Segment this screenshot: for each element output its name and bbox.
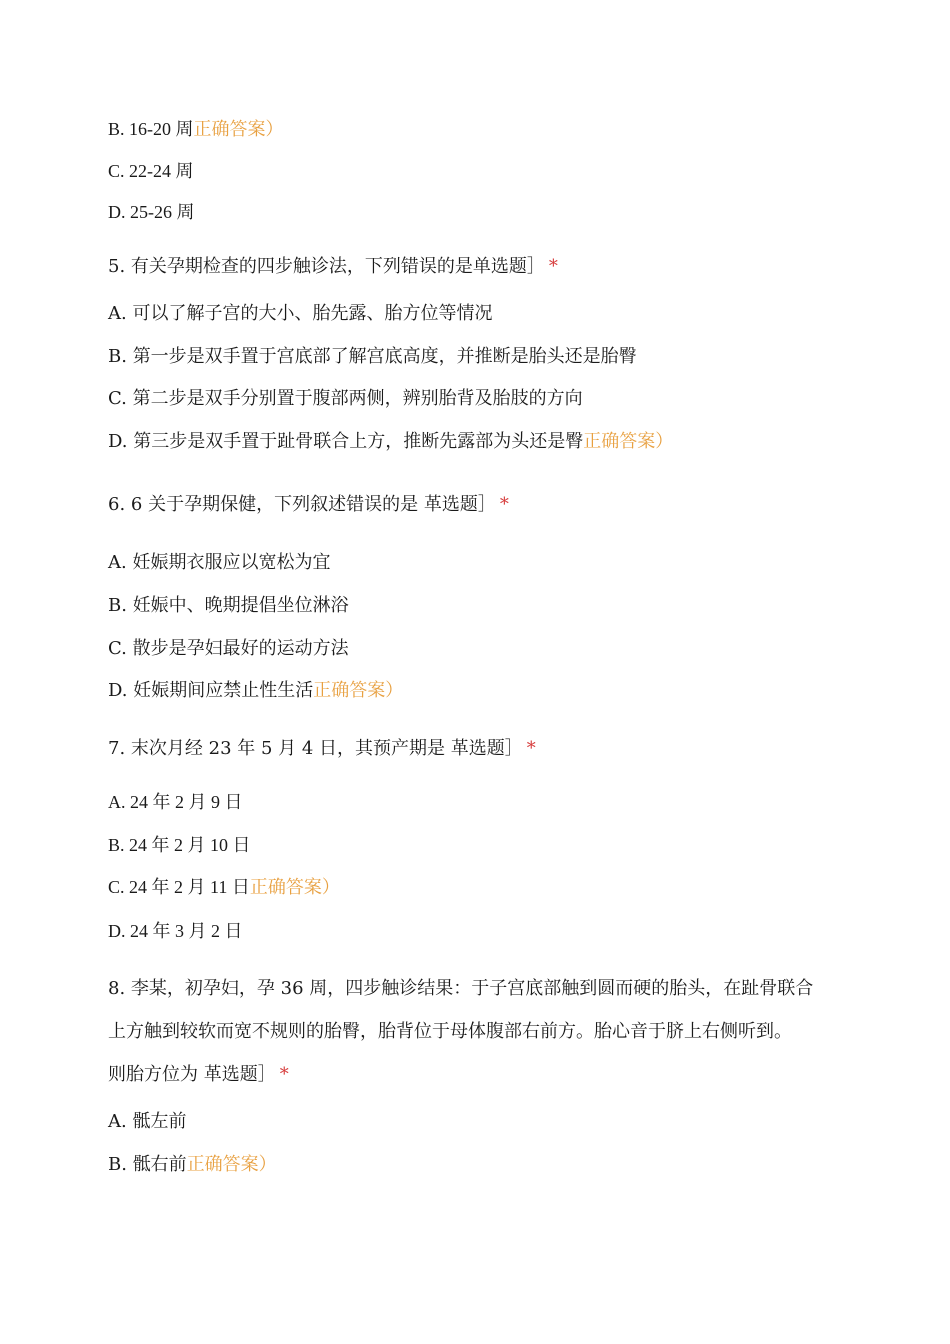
q5-option-d bbox=[108, 430, 673, 454]
option-text: 24 年 2 月 10 日 bbox=[129, 835, 251, 855]
option-letter: C. bbox=[108, 877, 125, 897]
question-text: 上方触到较软而宽不规则的胎臀，胎背位于母体腹部右前方。胎心音于脐上右侧听到。 bbox=[108, 1021, 792, 1042]
option-text: 妊娠期间应禁止性生活 bbox=[133, 680, 314, 701]
correct-answer-marker: 正确答案） bbox=[249, 877, 340, 897]
option-letter: C. bbox=[108, 638, 127, 659]
option-letter: B. bbox=[108, 595, 127, 616]
option-letter: B. bbox=[108, 1154, 127, 1175]
question-text: 有关孕期检查的四步触诊法，下列错误的是单选题］ bbox=[130, 256, 545, 277]
option-text: 22-24 周 bbox=[129, 161, 194, 181]
q7-question bbox=[108, 737, 536, 761]
option-letter: A. bbox=[108, 1111, 127, 1132]
required-asterisk: * bbox=[499, 494, 509, 515]
q4-option-c bbox=[108, 159, 194, 183]
q4-option-d bbox=[108, 200, 195, 224]
required-asterisk: * bbox=[526, 738, 536, 759]
q8-option-b bbox=[108, 1153, 277, 1177]
q8-question-line-1 bbox=[108, 977, 813, 1001]
option-letter: A. bbox=[108, 552, 127, 573]
question-text: 6 关于孕期保健，下列叙述错误的是 革选题］ bbox=[130, 494, 496, 515]
q5-option-a bbox=[108, 302, 492, 326]
option-letter: A. bbox=[108, 303, 127, 324]
correct-answer-marker: 正确答案） bbox=[186, 1154, 277, 1175]
q6-option-c bbox=[108, 637, 349, 661]
q8-option-a bbox=[108, 1110, 186, 1134]
option-text: 骶左前 bbox=[132, 1111, 187, 1132]
q7-option-d bbox=[108, 919, 243, 943]
option-letter: D. bbox=[108, 680, 128, 701]
question-text: 末次月经 23 年 5 月 4 日，其预产期是 革选题］ bbox=[130, 738, 523, 759]
q5-option-c bbox=[108, 387, 583, 411]
option-text: 可以了解子宫的大小、胎先露、胎方位等情况 bbox=[132, 303, 493, 324]
option-text: 第三步是双手置于趾骨联合上方，推断先露部为头还是臀 bbox=[133, 431, 584, 452]
option-text: 骶右前 bbox=[132, 1154, 187, 1175]
q7-option-a bbox=[108, 790, 243, 814]
q7-option-c bbox=[108, 875, 340, 899]
q6-option-a bbox=[108, 551, 330, 575]
question-number: 5. bbox=[108, 256, 126, 277]
option-letter: D. bbox=[108, 202, 126, 222]
correct-answer-marker: 正确答案） bbox=[193, 119, 284, 139]
option-text: 24 年 2 月 11 日 bbox=[129, 877, 250, 897]
question-text: 则胎方位为 革选题］ bbox=[108, 1064, 276, 1085]
required-asterisk: * bbox=[548, 256, 558, 277]
q8-question-line-3 bbox=[108, 1063, 289, 1087]
q7-option-b bbox=[108, 833, 251, 857]
question-number: 8. bbox=[108, 978, 126, 999]
option-letter: D. bbox=[108, 921, 126, 941]
q6-question bbox=[108, 493, 509, 517]
question-text: 李某，初孕妇，孕 36 周，四步触诊结果：于子宫底部触到圆而硬的胎头，在趾骨联合 bbox=[130, 978, 814, 999]
option-letter: A. bbox=[108, 792, 126, 812]
q6-option-b bbox=[108, 594, 349, 618]
option-letter: B. bbox=[108, 119, 125, 139]
option-text: 散步是孕妇最好的运动方法 bbox=[132, 638, 349, 659]
option-text: 24 年 3 月 2 日 bbox=[130, 921, 243, 941]
question-number: 6. bbox=[108, 494, 126, 515]
question-number: 7. bbox=[108, 738, 126, 759]
option-letter: B. bbox=[108, 835, 125, 855]
correct-answer-marker: 正确答案） bbox=[583, 431, 674, 452]
required-asterisk: * bbox=[279, 1064, 289, 1085]
option-text: 16-20 周 bbox=[129, 119, 194, 139]
correct-answer-marker: 正确答案） bbox=[313, 680, 404, 701]
option-text: 25-26 周 bbox=[130, 202, 195, 222]
option-letter: B. bbox=[108, 346, 127, 367]
option-text: 妊娠期衣服应以宽松为宜 bbox=[132, 552, 331, 573]
q5-option-b bbox=[108, 345, 637, 369]
option-letter: D. bbox=[108, 431, 128, 452]
option-text: 第一步是双手置于宫底部了解宫底高度，并推断是胎头还是胎臀 bbox=[132, 346, 637, 367]
q5-question bbox=[108, 255, 558, 279]
q6-option-d bbox=[108, 679, 403, 703]
option-text: 第二步是双手分别置于腹部两侧，辨别胎背及胎肢的方向 bbox=[132, 388, 583, 409]
option-text: 妊娠中、晚期提倡坐位淋浴 bbox=[132, 595, 349, 616]
q4-option-b bbox=[108, 117, 284, 141]
q8-question-line-2 bbox=[108, 1020, 792, 1044]
option-letter: C. bbox=[108, 161, 125, 181]
option-text: 24 年 2 月 9 日 bbox=[130, 792, 243, 812]
option-letter: C. bbox=[108, 388, 127, 409]
